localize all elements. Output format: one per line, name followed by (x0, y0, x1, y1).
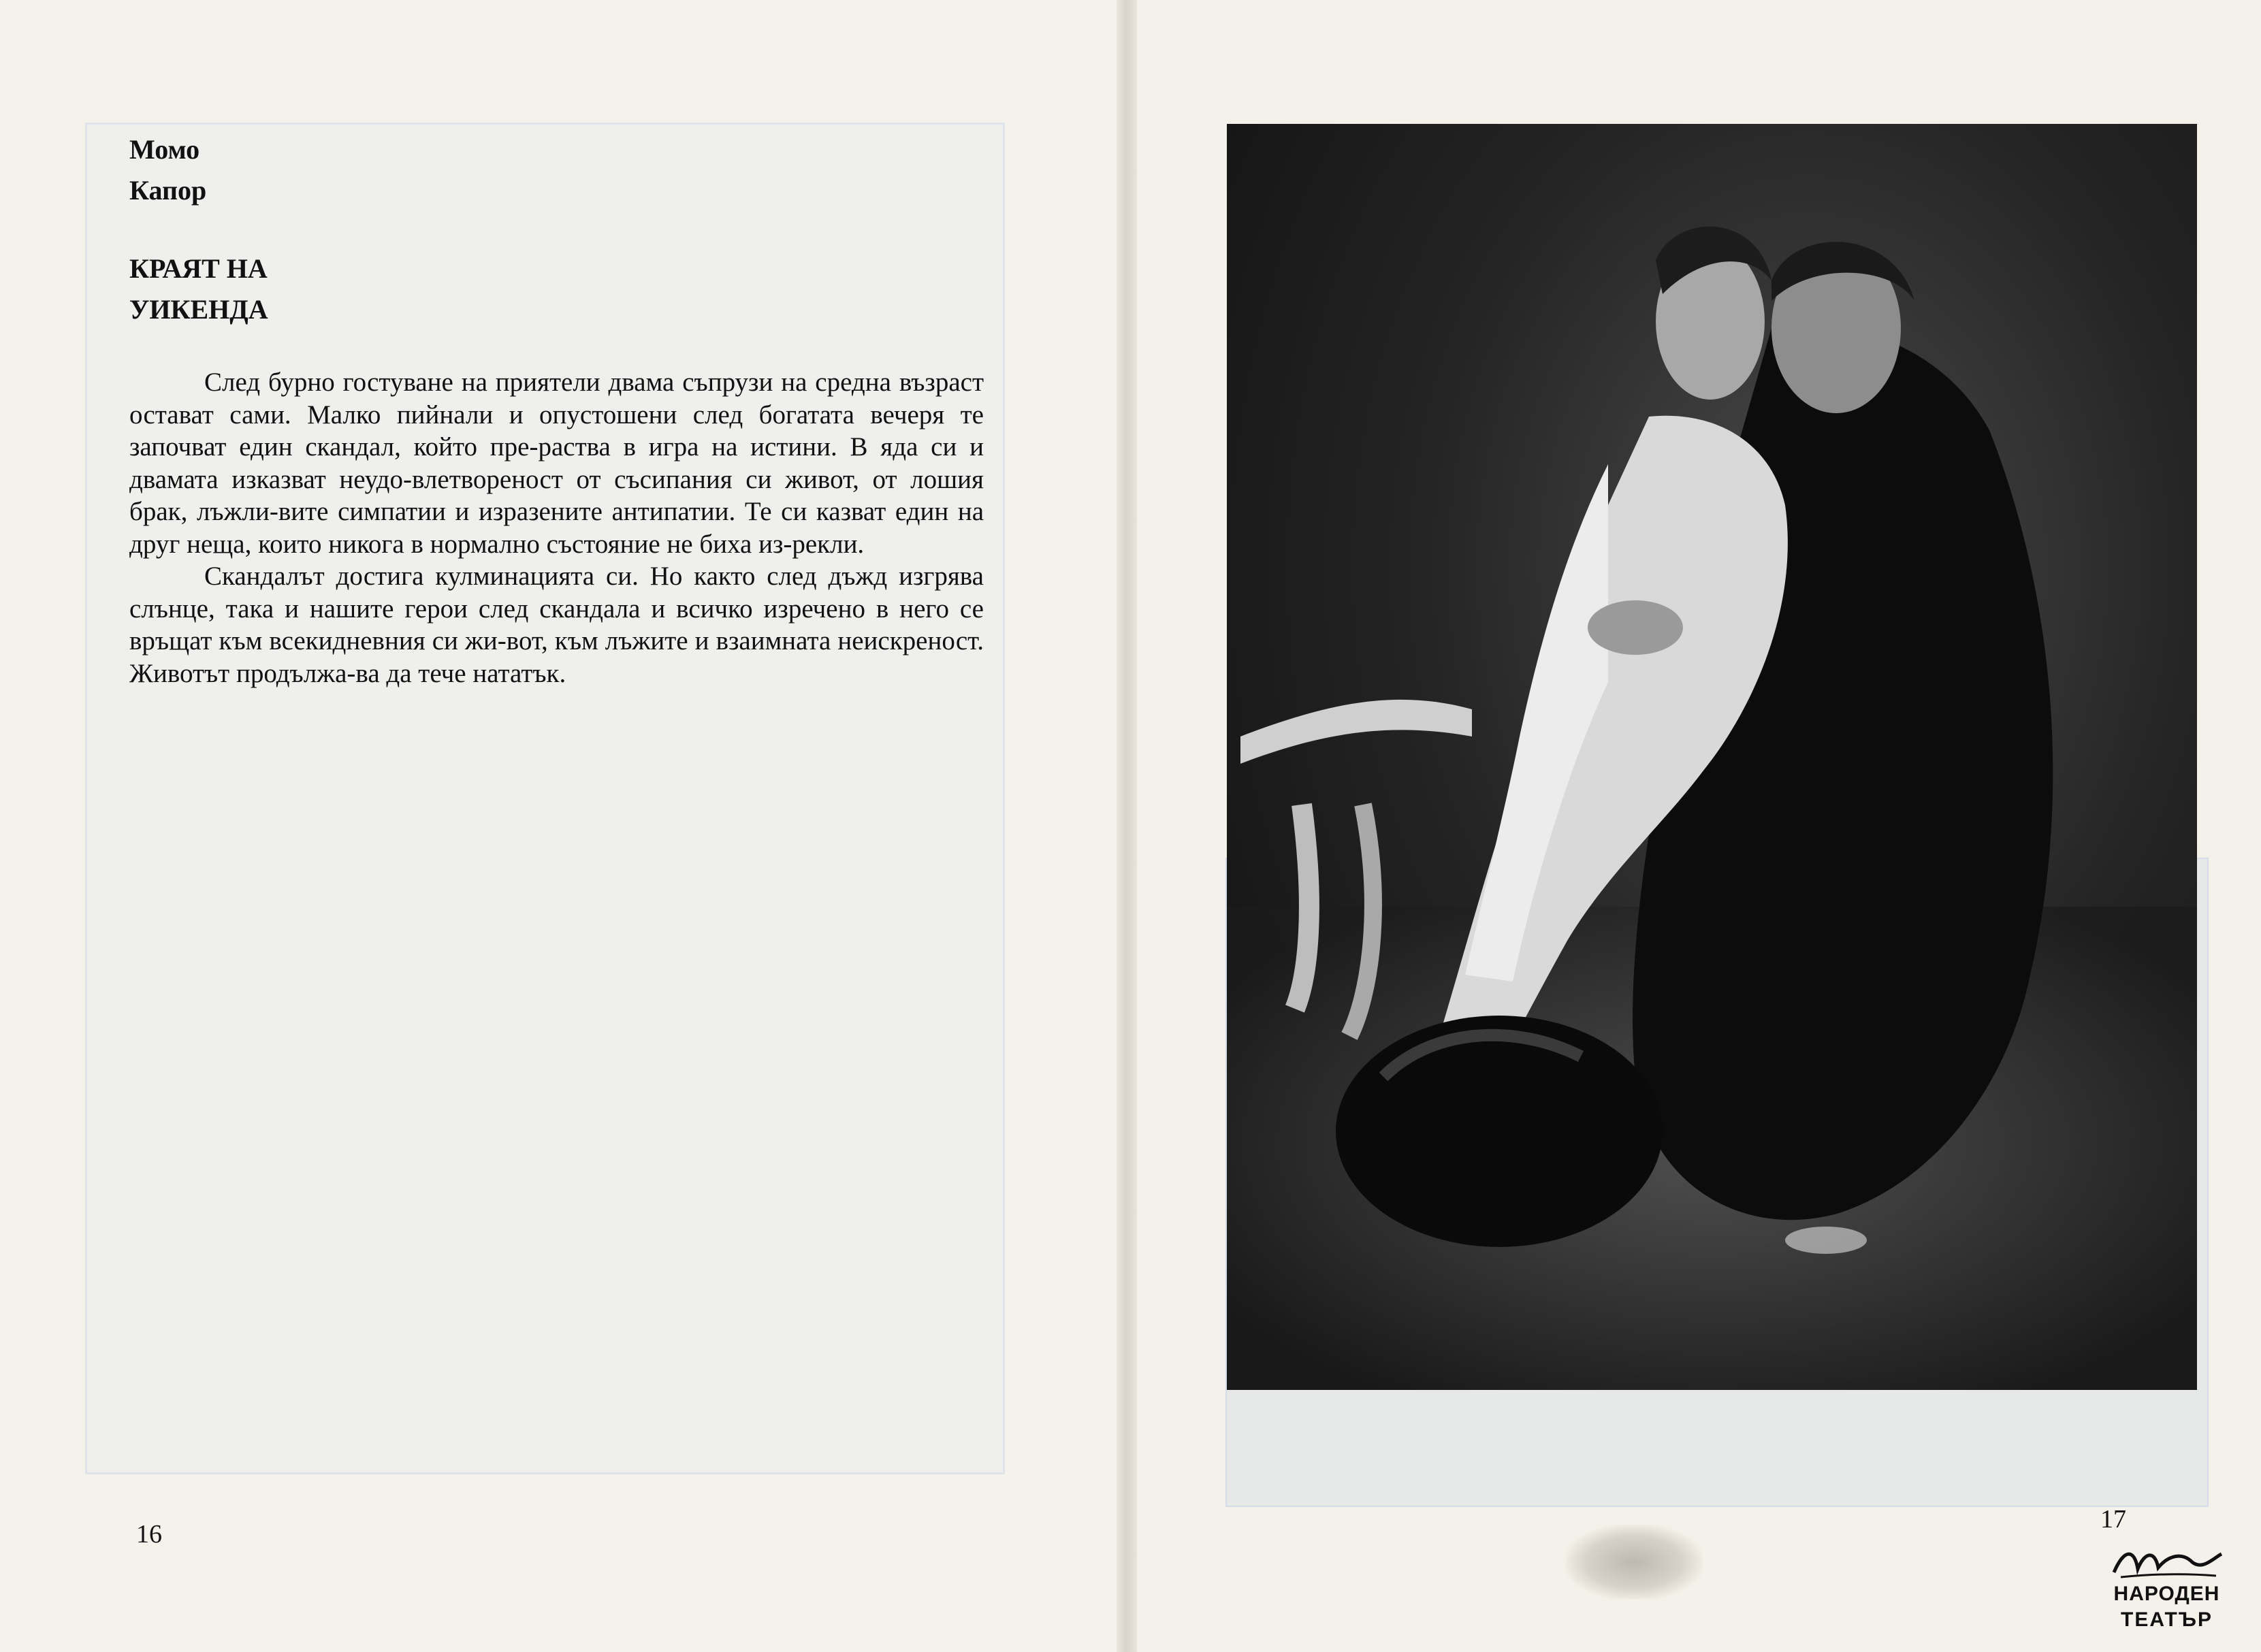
signature-icon (2107, 1542, 2226, 1583)
synopsis-paragraph: Скандалът достига кулминацията си. Но както след дъжд изгрява слънце, така и нашите герои след скандала и всичко изречено в него се връщат към всекидневния си жи-вот, към лъжите и взаимната неискреност. Животът продължа-ва да тече нататък. (129, 562, 984, 688)
paper-stain (1566, 1525, 1702, 1600)
logo-word-1: НАРОДЕН (2113, 1583, 2220, 1605)
play-title-line-2: УИКЕНДА (129, 294, 268, 325)
author-name (129, 129, 206, 211)
photo-graphic (1227, 124, 2197, 1390)
synopsis-paragraph: След бурно гостуване на приятели двама съпрузи на средна възраст остават сами. Малко пийнали и опустошени след богатата вечеря те започват един скандал, който пре-раства в игра на истини. В яда си и двамата изказват неудо-влетвореност от съсипания си живот, от лошия брак, лъжли-вите симпатии и изразените антипатии. Те си казват един на друг неща, които никога в нормално състояние не биха из-рекли. (129, 368, 984, 559)
page-number-right: 17 (2100, 1505, 2126, 1534)
left-page (0, 0, 1127, 1652)
synopsis (129, 366, 984, 690)
theatre-photo-icon (1227, 124, 2197, 1390)
author-first-name: Момо (129, 134, 200, 165)
play-title-line-1: КРАЯТ НА (129, 253, 268, 284)
national-theatre-logo (2107, 1542, 2226, 1644)
page-number-left: 16 (136, 1520, 162, 1549)
logo-word-2: ТЕАТЪР (2121, 1608, 2213, 1631)
author-last-name: Капор (129, 175, 207, 206)
play-title (129, 248, 268, 330)
book-gutter (1117, 0, 1137, 1652)
